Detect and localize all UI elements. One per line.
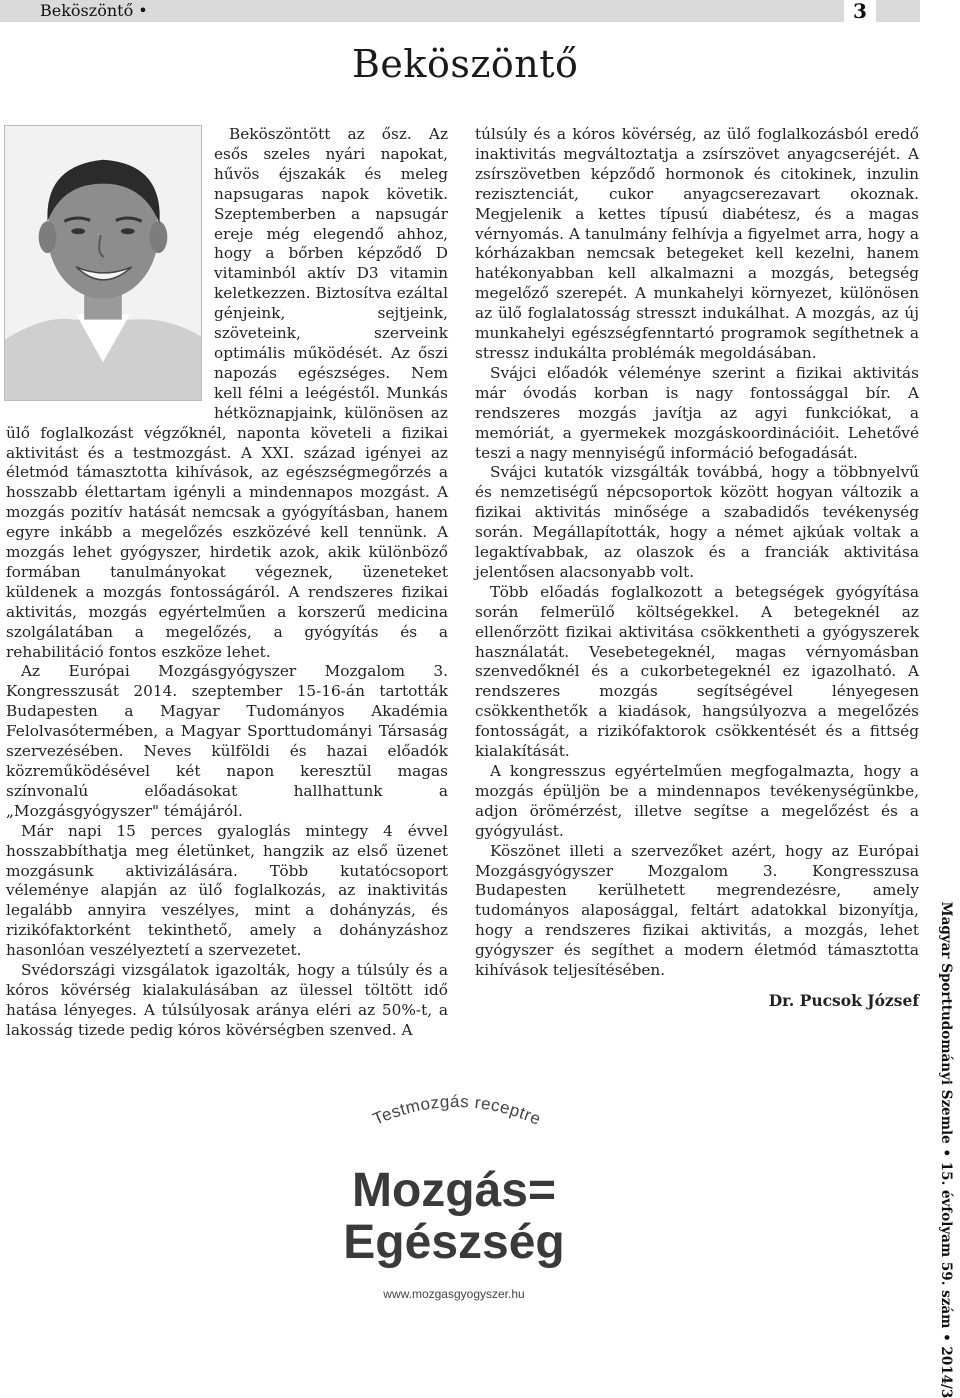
author-portrait	[4, 125, 202, 401]
left-paragraph-2: Az Európai Mozgásgyógyszer Mozgalom 3. Kongresszusát 2014. szeptember 15-16-án tartották Budapesten a Magyar Tudományos Akadémia Felolvasótermében, a Magyar Sporttudományi Társaság szervezésében. Neves külföldi és hazai előadók közreműködésével két napon keresztül magas színvonalú előadásokat hallhattunk a „Mozgásgyógyszer" témájáról.	[6, 662, 448, 820]
left-paragraph-4: Svédországi vizsgálatok igazolták, hogy a túlsúly és a kóros kövérség kialakulásában az ülessel töltött idő hatása lényeges. A túlsúlyosak aránya eléri az 50%-t, a lakosság tizede pedig kóros kövérségben szenved. A	[6, 961, 448, 1039]
right-column	[475, 125, 919, 1011]
journal-side-label	[932, 901, 960, 1398]
logo-url: www.mozgasgyogyszer.hu	[383, 1287, 525, 1301]
right-paragraph-2: Svájci előadók véleménye szerint a fizikai aktivitás már óvodás korban is nagy fontossággal bír. A rendszeres mozgás javítja az agyi funkciókat, a memóriát, a gyermekek mozgáskoordinációit. Lehetővé teszi a nagy mennyiségű információ befogadását.	[475, 363, 919, 462]
article-title: Beköszöntő	[352, 42, 579, 86]
right-paragraph-1: túlsúly és a kóros kövérség, az ülő foglalkozásból eredő inaktivitás megváltoztatja a zsírszövet anyagcseréjét. A zsírszövetben képződő hormonok és citokinek, inzulin rezisztenciát, cukor anyagcserezavart okoznak. Megjelenik a kettes típusú diabétesz, és a magas vérnyomás. A tanulmány felhívja a figyelmet arra, hogy a kórházakban nemcsak betegeket kell kezelni, hanem hatékonyabban kell alkalmazni a mozgás, betegség megelőző szerepét. A munkahelyi környezet, különösen az ülő foglalatosság stresszt indukálhat. A mozgás, az új munkahelyi egészségfenntartó programok segíthetnek a stressz indukálta problémák megoldásában.	[475, 125, 919, 362]
svg-text:Testmozgás receptre	[370, 1092, 544, 1129]
logo-arc-text: Testmozgás receptre	[370, 1091, 544, 1129]
left-column	[6, 125, 448, 1041]
author-signature: Dr. Pucsok József	[768, 990, 919, 1010]
logo-line-2: Egészség	[343, 1216, 565, 1269]
right-paragraph-4: Több előadás foglalkozott a betegségek gyógyítása során felmerülő költségekkel. A betegeknél az ellenőrzött fizikai aktivitása csökkentheti a gyógyszerek használatát. Vesebetegeknél, magas vérnyomásban szenvedőknél és a cukorbetegeknél ez igazolható. A rendszeres mozgás segítségével lényegesen csökkenthetők a kiadások, hangsúlyozva a megelőzés fontosságát, a rizikófaktorok csökkentését és a fittség kialakítását.	[475, 582, 919, 761]
mozgas-egeszseg-logo	[340, 1080, 572, 1320]
logo-line-1: Mozgás=	[351, 1164, 557, 1217]
left-paragraph-3: Már napi 15 perces gyaloglás mintegy 4 évvel hosszabbíthatja meg életünket, hangzik az első üzenet mozgásunk aktivizálására. Több kutatócsoport véleménye alapján az ülő foglalkozás, az inaktivitás legalább annyira veszélyes, mint a dohányzás, és rizikófaktorként tekinthető, amely a dohányzáshoz hasonlóan veszélyeztetí a szervezetet.	[6, 821, 448, 960]
journal-side-text: Magyar Sporttudományi Szemle • 15. évfolyam 59. szám • 2014/3	[938, 901, 954, 1398]
right-paragraph-6: Köszönet illeti a szervezőket azért, hogy az Európai Mozgásgyógyszer Mozgalom 3. Kongresszusa Budapesten kerülhetett megrendezésre, amely tudományos alaposággal, feltárt adatokkal bizonyítja, hogy a rendszeres fizikai aktivitás, a mozgás, lehet gyógyszer és segíthet a modern életmód támasztotta kihívások teljesítésében.	[475, 841, 919, 980]
right-paragraph-5: A kongresszus egyértelműen megfogalmazta, hogy a mozgás épüljön be a mindennapos tevékenységünkbe, adjon örömérzést, illetve segítse a megelőzést és a gyógyulást.	[475, 762, 919, 840]
right-paragraph-3: Svájci kutatók vizsgálták továbbá, hogy a többnyelvű és nemzetiségű népcsoportok között hogyan változik a fizikai aktivitás minősége a szabadidős tevékenység során. Megállapították, hogy a német ajkúak voltak a legaktívabbak, az olaszok és a franciák aktivitása jelentősen alacsonyabb volt.	[475, 463, 919, 581]
left-paragraph-1: Beköszöntött az ősz. Az esős szeles nyári napokat, hűvös éjszakák és meleg napsugaras napok követik. Szeptemberben a napsugár ereje még elegendő ahhoz, hogy a bőrben képződő D vitaminból aktív D3 vitamin keletkezzen. Biztosítva ezáltal génjeink, sejtjeink, szöveteink, szerveink optimális működését. Az őszi napozás egészséges. Nem kell félni a leégéstől. Munkás hétköznapjaink, különösen az ülő foglalkozást végzőknél, naponta követeli a fizikai aktivitást és a testmozgást. A XXI. század igényei az életmód támasztotta kihívások, az egészségmegőrzés a hosszabb élettartam igényli a mindennapos mozgást. A mozgás pozitív hatását nemcsak a gyógyításban, hanem egyre inkább a megelőzés eszközévé kell tennünk. A mozgás lehet gyógyszer, hirdetik azok, akik különböző formában tanulmányokat végeznek, üzeneteket küldenek a mozgás fontosságáról. A rendszeres fizikai aktivitás, mozgás egyértelműen a korszerű medicina szolgálatában a megelőzés, a gyógyítás és a rehabilitáció fontos eszköze lehet.	[6, 125, 448, 661]
running-header-section: Beköszöntő •	[40, 1, 148, 20]
page-number: 3	[844, 0, 876, 25]
